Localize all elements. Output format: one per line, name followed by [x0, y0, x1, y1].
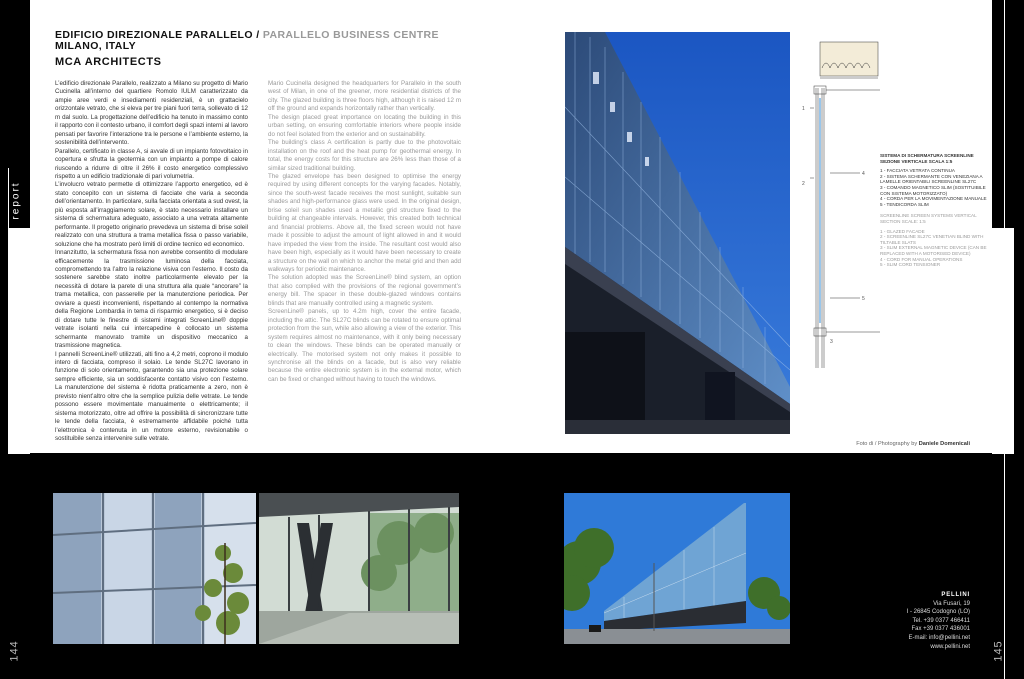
architect-name: MCA ARCHITECTS: [55, 56, 162, 68]
photo-credit: [780, 441, 970, 447]
legend-item-en: 2 - SCREENLINE SL27C VENETIAN BLIND WITH TILTABLE SLATS: [880, 234, 984, 245]
article-text-english: [268, 80, 461, 384]
left-margin-tab: [8, 228, 30, 454]
paragraph-it: Parallelo, certificato in classe A, si avvale di un impianto fotovoltaico in copertura e sfrutta la geotermia con un impianto a pompe di calore riuscendo a ridurre di oltre il 26% il costo energetico complessivo rispetto a un edificio tradizionale di pari volumetria.: [55, 147, 248, 180]
legend-item-en: 1 - GLAZED FACADE: [880, 228, 925, 234]
paragraph-en: ScreenLine® panels, up to 4.2m high, cover the entire facade, including the attic. The SL27C blinds can be rotated to ensure optimal protection from the sun, while also allowing a view of the exterior. This system requires almost no maintenance, with it only being necessary to clean the windows. These blinds can be operated manually or electrically. The motorised system not only makes it possible to synchronise all the blinds on a facade, but is also very reliable because the entire electronic system is in the external motor, which can be fixed or changed without having to touch the windows.: [268, 308, 461, 383]
building-dusk-image: [565, 32, 790, 434]
title-english: PARALLELO BUSINESS CENTRE: [262, 29, 439, 41]
section-label: report: [10, 180, 22, 220]
page-number-left: 144: [8, 640, 21, 662]
callout-4: 4: [862, 171, 865, 177]
callout-2: 2: [802, 181, 805, 187]
company-city: I - 26845 Codogno (LO): [906, 609, 970, 616]
paragraph-en: The design placed great importance on locating the building in this urban setting, on ensuring comfortable interiors where people inside do not feel isolated from the exterior and on sustainability.: [268, 113, 461, 138]
legend-item-en: 4 - CORD FOR MANUAL OPERATIONS: [880, 256, 963, 262]
title-separator: /: [252, 29, 263, 41]
legend-item-it: 2 - SISTEMA SCHERMANTE CON VENEZIANA A LAMELLE ORIENTABILI SCREENLINE SL27C: [880, 173, 983, 185]
paragraph-en: The building’s class A certification is partly due to the photovoltaic installation on the roof and the heat pump for geothermal energy. In total, the energy costs for this structure are 26% less than those of a similar sized traditional building.: [268, 139, 461, 172]
legend-item-en: 3 - SLIM EXTERNAL MAGNETIC DEVICE (CAN BE REPLACED WITH A MOTORISED DEVICE): [880, 245, 987, 256]
legend-item-it: 5 - TENDICORDA SLIM: [880, 201, 929, 207]
paragraph-en: The glazed envelope has been designed to optimise the energy required by using different concepts for the varying facades. Notably, since the south-west facade receives the most sunlight, suitable sun shades and high-performance glass were used. In the original design, brise soleil sun shades used a metallic grid structure fixed to the building at changeable intervals. However, this created both technical and financial problems. Above all, the fixed screen would not have made it possible to adjust the amount of light allowed in and it would have impeded the view from the inside. The resultant cost would also have been high, especially as it would have been necessary to create a structure on the wall on which to anchor the metal grid and then add walkways for periodic maintenance.: [268, 172, 461, 273]
title-location: MILANO, ITALY: [55, 40, 137, 52]
legend-title-it: SISTEMA DI SCHERMATURA SCREENLINE SEZIONE VERTICALE SCALA 1:5: [880, 153, 974, 164]
vertical-section-diagram: [800, 38, 880, 378]
callout-1: 1: [802, 106, 805, 112]
facade-detail-photo: [53, 493, 256, 644]
street-view-photo: [564, 493, 790, 644]
main-building-photo: [565, 32, 790, 434]
section-tab: [6, 170, 26, 230]
drawing-legend: [880, 153, 988, 268]
paragraph-it: I pannelli ScreenLine® utilizzati, alti fino a 4,2 metri, coprono il modulo intero di facciata, compreso il solaio. Le tende SL27C lavorano in funzione di solo orientamento, garantendo sia una protezione solare sempre efficiente, sia un soddisfacente contatto visivo con l’esterno. La manutenzione del sistema è ridotta praticamente a zero, non è previsto nient’altro oltre che la semplice pulizia delle vetrate. Le tende possono essere movimentate manualmente o elettricamente; il sistema motorizzato, oltre ad offrire la possibilità di sincronizzare tutte le tende della facciata, è estremamente affidabile poiché tutta l’elettronica è contenuta in un motore esterno, revisionabile o sostituibile senza intervenire sulle vetrate.: [55, 350, 248, 443]
page-number-right: 145: [992, 640, 1005, 662]
callout-3: 3: [830, 339, 833, 345]
interior-colonnade-photo: [259, 493, 459, 644]
glass-lobby-image: [259, 493, 459, 644]
paragraph-it: Innanzitutto, la schermatura fissa non avrebbe consentito di modulare efficacemente la trasmissione luminosa della facciata, compromettendo tra l’altro la relazione visiva con l’esterno. Il costo da sostenere sarebbe stato inoltre particolarmente elevato per la necessità di dotare la parete di una struttura alla quale “ancorare” la trama metallica, con passerelle per la manutenzione periodica. Per ovviare a questi inconvenienti, rispettando al contempo la normativa della Regione Lombardia in tema di risparmio energetico, si è deciso di dotare tutte le finestre di sistemi integrati ScreenLine® doppie vetrate isolanti nella cui intercapedine è collocato un sistema schermante manovrato tramite un dispositivo meccanico a trasmissione magnetica.: [55, 249, 248, 350]
legend-item-en: 5 - SLIM CORD TENSIONER: [880, 262, 941, 268]
right-margin-line: [1004, 0, 1005, 228]
page-title: [55, 30, 475, 52]
section-drawing: [800, 38, 880, 378]
company-name: PELLINI: [941, 592, 970, 598]
legend-item-it: 1 - FACCIATA VETRATA CONTINUA: [880, 168, 955, 174]
right-margin-tab: [992, 228, 1014, 454]
company-email[interactable]: E-mail: info@pellini.net: [908, 634, 970, 641]
paragraph-en: The solution adopted was the ScreenLine® blind system, an option that also complied with the provisions of the regional government’s energy bill. The spacer in these double-glazed windows contains blinds that are manually controlled using a magnetic system.: [268, 274, 461, 307]
company-website[interactable]: www.pellini.net: [930, 643, 970, 650]
company-street: Via Fusari, 19: [933, 600, 970, 607]
glass-facade-tree-image: [53, 493, 256, 644]
photo-credit-label: Foto di / Photography by: [856, 441, 918, 447]
legend-item-it: 3 - COMANDO MAGNETICO SLIM (SOSTITUIBILE CON SISTEMA MOTORIZZATO): [880, 184, 986, 196]
title-italian: EDIFICIO DIREZIONALE PARALLELO: [55, 29, 253, 41]
legend-item-it: 4 - CORDA PER LA MOVIMENTAZIONE MANUALE: [880, 196, 987, 202]
building-street-image: [564, 493, 790, 644]
callout-5: 5: [862, 296, 865, 302]
photographer-name: Daniele Domenicali: [918, 441, 970, 447]
company-tel: Tel. +39 0377 466411: [912, 617, 970, 624]
paragraph-it: L’involucro vetrato permette di ottimizzare l’apporto energetico, ed è stato concepito con un sistema di facciate che varia a seconda dell’orientamento. In particolare, sulla facciata orientata a sud ovest, la più esposta all’irraggiamento solare, è stato necessario installare un sistema di schermatura adeguato, associato a una vetrata altamente performante. Il progetto originario prevedeva un sistema di brise soleil realizzato con una struttura a trama metallica fissa o passo variabile, soluzione che ha mostrato però limiti di ordine tecnico ed economico.: [55, 181, 248, 248]
company-fax: Fax +39 0377 436001: [911, 626, 970, 633]
legend-title-en: SCREENLINE SCREEN SYSTEMS VERTICAL SECTION SCALE: 1:5: [880, 213, 977, 224]
company-address: [880, 591, 970, 651]
article-text-italian: [55, 80, 248, 443]
paragraph-it: L’edificio direzionale Parallelo, realizzato a Milano su progetto di Mario Cucinella all’interno del quartiere Romolo IULM caratterizzato da ampie aree verdi e insediamenti residenziali, è un grattacielo orizzontale vetrato, che si eleva per tre piani fuori terra, sollevato di 12 m dal suolo. La progettazione dell’edificio ha tenuto in massimo conto il rapporto con il contesto urbano, il comfort degli spazi interni al lavoro pensati per favorire l’interazione tra le persone e l’ambiente esterno, la sostenibilità dell’intervento.: [55, 80, 248, 147]
paragraph-en: Mario Cucinella designed the headquarters for Parallelo in the south west of Milan, in one of the greener, more residential districts of the city. The glazed building is three floors high, although it is raised 12 m off the ground and expands horizontally rather than vertically.: [268, 80, 461, 113]
